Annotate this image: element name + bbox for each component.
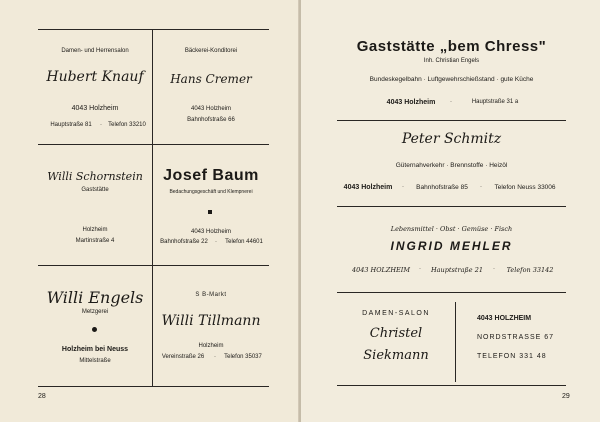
ad-category: Gaststätte — [81, 187, 109, 193]
ad-address: 4043 Holzheim — [343, 184, 393, 191]
ad-address: 4043 Holzheim — [190, 229, 232, 235]
divider — [337, 120, 566, 121]
ad-address: Holzheim bei Neuss — [61, 346, 129, 353]
ad-category: Bedachungsgeschäft und Klempnerei — [169, 189, 253, 195]
column-divider — [455, 302, 456, 382]
divider — [337, 292, 566, 293]
divider — [337, 385, 566, 386]
separator-dot: · — [402, 184, 404, 190]
ad-phone: Telefon 44601 — [225, 239, 263, 245]
ad-address: 4043 HOLZHEIM — [477, 315, 532, 322]
page-number: 29 — [562, 393, 570, 400]
ad-phone: TELEFON 331 48 — [477, 353, 547, 360]
page-number: 28 — [38, 393, 46, 400]
divider — [337, 206, 566, 207]
ad-category: Metzgerei — [81, 309, 109, 315]
ad-category: Damen- und Herrensalon — [61, 48, 129, 54]
separator-dot: · — [419, 266, 421, 272]
ad-category: S B-Markt — [195, 292, 227, 298]
ad-address: 4043 HOLZHEIM — [351, 266, 411, 274]
right-page — [301, 0, 600, 422]
ad-address: 4043 Holzheim — [190, 106, 232, 112]
divider — [38, 265, 269, 266]
ad-street: Hauptstraße 21 — [431, 266, 483, 274]
divider — [38, 29, 269, 30]
ad-name: Peter Schmitz — [401, 131, 502, 147]
ad-address: 4043 Holzheim — [386, 99, 436, 106]
ad-phone: Telefon 33142 — [506, 266, 554, 274]
ad-owner: Inh. Christian Engels — [423, 58, 480, 64]
separator-dot: · — [100, 122, 102, 128]
ad-name: INGRID MEHLER — [390, 239, 513, 253]
ad-name: Willi Tillmann — [161, 313, 261, 329]
ad-name: Josef Baum — [163, 167, 259, 184]
ad-street: NORDSTRASSE 67 — [477, 334, 555, 341]
ad-services: Bundeskegelbahn · Luftgewehrschießstand · gute Küche — [369, 76, 534, 83]
separator-dot: · — [214, 354, 216, 360]
ornament-dot — [92, 327, 97, 332]
ad-phone: Telefon 33210 — [108, 122, 146, 128]
ad-category: Bäckerei-Konditorei — [184, 48, 238, 54]
ad-street: Hauptstraße 81 — [50, 122, 92, 128]
ad-name-line1: Christel — [369, 326, 423, 341]
ad-street: Martinstraße 4 — [75, 238, 115, 244]
ad-name: Hubert Knauf — [46, 69, 144, 85]
ad-address: Holzheim — [198, 343, 224, 349]
separator-dot: · — [215, 239, 217, 245]
ad-street: Bahnhofstraße 85 — [416, 184, 468, 191]
ad-phone: Telefon 35037 — [224, 354, 262, 360]
separator-dot: · — [450, 99, 452, 105]
ad-category: DAMEN-SALON — [362, 310, 430, 317]
ad-street: Hauptstraße 31 a — [471, 99, 519, 105]
divider — [38, 386, 269, 387]
ad-services: Güternahverkehr · Brennstoffe · Heizöl — [395, 162, 508, 169]
ad-address: 4043 Holzheim — [71, 105, 119, 112]
ad-street: Mittelstraße — [79, 358, 111, 364]
left-page — [0, 0, 299, 422]
ad-name: Gaststätte „bem Chress" — [356, 38, 547, 55]
ad-name: Hans Cremer — [170, 72, 252, 86]
ad-address: Holzheim — [82, 227, 108, 233]
ad-name: Willi Schornstein — [47, 170, 143, 183]
ad-name: Willi Engels — [46, 288, 144, 307]
divider — [38, 144, 269, 145]
ad-phone: Telefon Neuss 33006 — [494, 184, 556, 191]
ornament-square — [208, 210, 212, 214]
ad-street: Bahnhofstraße 22 — [160, 239, 208, 245]
ad-category: Lebensmittel · Obst · Gemüse · Fisch — [390, 225, 513, 233]
ad-street: Vereinstraße 26 — [161, 354, 205, 360]
separator-dot: · — [493, 266, 495, 272]
ad-street: Bahnhofstraße 66 — [187, 117, 235, 123]
ad-name-line2: Siekmann — [363, 348, 429, 363]
separator-dot: · — [480, 184, 482, 190]
